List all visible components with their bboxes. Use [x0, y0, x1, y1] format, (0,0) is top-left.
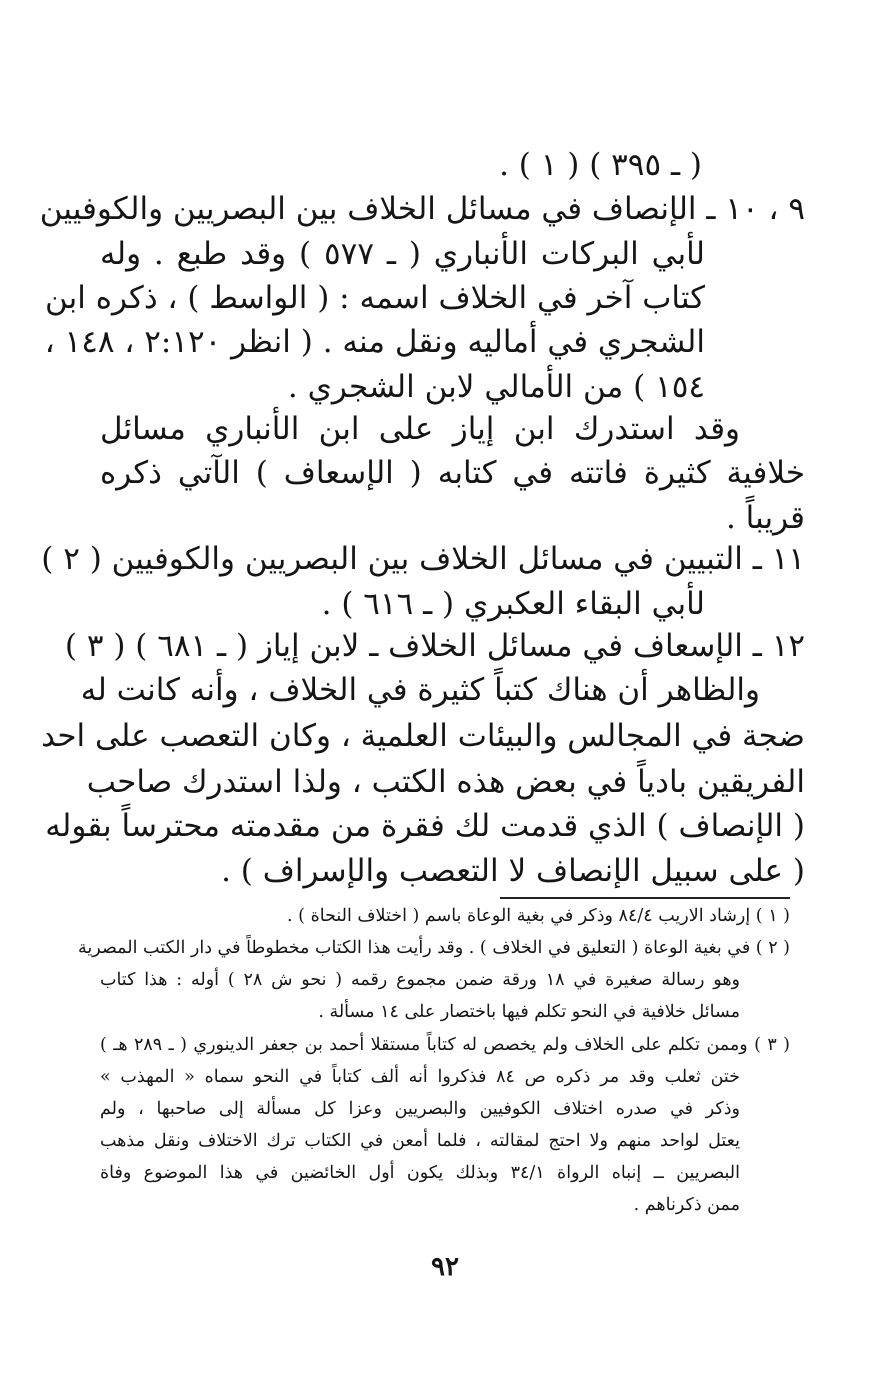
body-line-6: ١٥٤ ) من الأمالي لابن الشجري .	[287, 369, 705, 405]
entry-11-title: ١١ ـ التبيين في مسائل الخلاف بين البصريين والكوفيين ( ٢ )	[41, 541, 805, 577]
body-line-11: لأبي البقاء العكبري ( ـ ٦١٦ ) .	[321, 586, 705, 622]
entry-12-title: ١٢ ـ الإسعاف في مسائل الخلاف ـ لابن إياز ( ـ ٦٨١ ) ( ٣ )	[64, 628, 805, 664]
footnote-3-line-2: ختن ثعلب وقد مر ذكره ص ٨٤ فذكروا أنه ألف كتاباً في النحو سماه « المهذب »	[100, 1067, 741, 1087]
footnote-3-line-4: يعتل لواحد منهم ولا احتج لمقالته ، فلما أمعن في الكتاب ترك الاختلاف ونقل مذهب	[100, 1131, 740, 1151]
body-line-7: وقد استدرك ابن إياز على ابن الأنباري مسائل	[100, 411, 740, 447]
footnote-3-line-5: البصريين ــ إنباه الرواة ٣٤/١ وبذلك يكون أول الخائضين في هذا الموضوع وفاة	[100, 1163, 740, 1183]
footnote-3-line-6: ممن ذكرناهم .	[633, 1195, 740, 1215]
footnote-2-line-3: مسائل خلافية في النحو تكلم فيها باختصار على ١٤ مسألة .	[318, 1002, 740, 1022]
footnote-3: ( ٣ ) وممن تكلم على الخلاف ولم يخصص له كتاباً مستقلا أحمد بن جعفر الدينوري ( ـ ٢٨٩ هـ )	[100, 1035, 791, 1055]
body-line-13: والظاهر أن هناك كتباً كثيرة في الخلاف ، وأنه كانت له	[80, 672, 760, 708]
footnote-2-line-2: وهو رسالة صغيرة في ١٨ ورقة ضمن مجموع رقمه ( نحو ش ٢٨ ) أوله : هذا كتاب	[100, 970, 741, 990]
body-line-17: ( على سبيل الإنصاف لا التعصب والإسراف ) .	[221, 853, 805, 889]
body-line-1: ( ـ ٣٩٥ ) ( ١ ) .	[499, 147, 702, 183]
body-line-9: قريباً .	[725, 500, 805, 536]
body-line-16: ( الإنصاف ) الذي قدمت لك فقرة من مقدمته محترساً بقوله	[45, 808, 805, 844]
body-line-4: كتاب آخر في الخلاف اسمه : ( الواسط ) ، ذكره ابن	[45, 280, 705, 316]
footnote-1: ( ١ ) إرشاد الاريب ٨٤/٤ وذكر في بغية الوعاة باسم ( اختلاف النحاة ) .	[287, 906, 790, 926]
body-line-15: الفريقين بادياً في بعض هذه الكتب ، ولذا استدرك صاحب	[86, 764, 805, 800]
entry-10-title: ٩ ، ١٠ ـ الإنصاف في مسائل الخلاف بين البصريين والكوفيين	[39, 191, 805, 227]
body-line-8: خلافية كثيرة فاتته في كتابه ( الإسعاف ) الآتي ذكره	[100, 455, 805, 491]
footnote-divider	[500, 897, 790, 899]
page-number: ٩٢	[431, 1252, 459, 1282]
body-line-3: لأبي البركات الأنباري ( ـ ٥٧٧ ) وقد طبع . وله	[100, 236, 706, 272]
footnote-2: ( ٢ ) في بغية الوعاة ( التعليق في الخلاف ) . وقد رأيت هذا الكتاب مخطوطاً في دار الكتب المصرية	[78, 938, 790, 958]
body-line-14: ضجة في المجالس والبيئات العلمية ، وكان التعصب على احد	[41, 718, 805, 754]
body-line-5: الشجري في أماليه ونقل منه . ( انظر ٢:١٢٠ ، ١٤٨ ،	[44, 324, 705, 360]
footnote-3-line-3: وذكر في صدره اختلاف الكوفيين والبصريين وعزا كل مسألة إلى صاحبها ، ولم	[100, 1099, 740, 1119]
